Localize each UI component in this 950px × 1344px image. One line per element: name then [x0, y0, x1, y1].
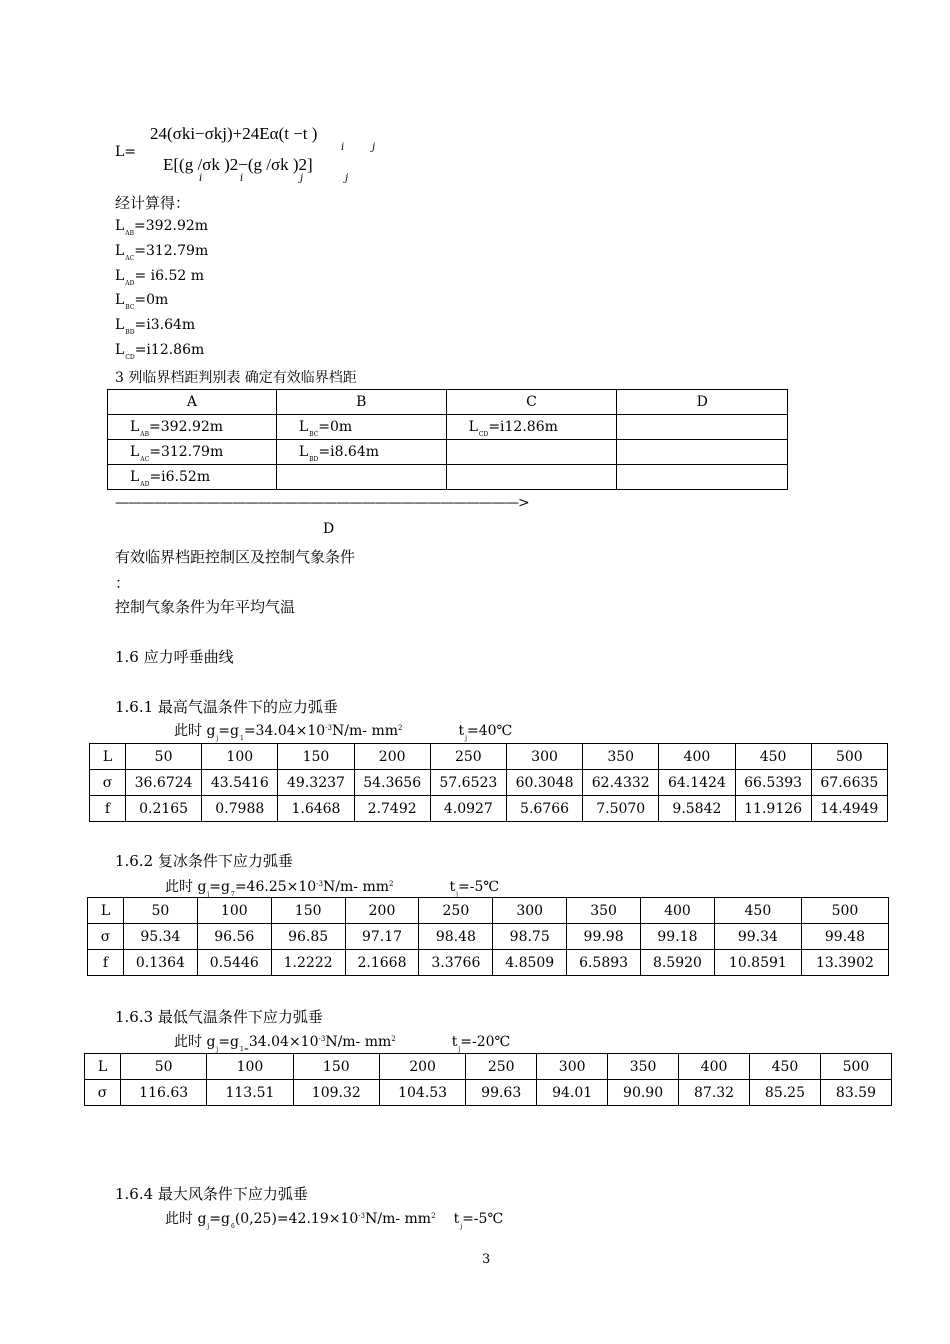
s161-row-f — [90, 796, 888, 822]
s162-cell: 96.85 — [271, 924, 345, 950]
critical-cell-lab-subscript: AB — [140, 431, 150, 438]
s164-title: 1.6.4 最大风条件下应力弧垂 — [115, 1185, 308, 1203]
calc-result-bd — [115, 317, 196, 337]
critical-cell-lbd — [298, 444, 380, 463]
s161-row-L — [90, 744, 888, 770]
critical-cell — [108, 465, 277, 490]
critical-cell — [617, 440, 788, 465]
s161-cell: 450 — [735, 744, 811, 770]
formula-den-sub-i-1: i — [199, 173, 203, 184]
calc-result-ad-letter: L — [115, 267, 125, 284]
s163-row-L — [85, 1054, 892, 1080]
calc-result-ad-value: = i6.52 m — [134, 267, 205, 284]
s161-title: 1.6.1 最高气温条件下的应力弧垂 — [115, 698, 338, 716]
s163-cond-exp: -3 — [318, 1035, 326, 1043]
s162-cell: 99.98 — [567, 924, 641, 950]
s161-cell: 5.6766 — [506, 796, 582, 822]
s162-cell: 0.5446 — [197, 950, 271, 976]
s162-cond-sub-g: 7 — [231, 891, 235, 898]
s163-cell: 450 — [750, 1054, 821, 1080]
calc-result-ab-value: =392.92m — [134, 218, 209, 234]
s161-cell: 2.7492 — [354, 796, 430, 822]
s161-cond-value: =34.04×10 — [243, 723, 326, 739]
critical-table-caption: 3 列临界档距判别表 确定有效临界档距 — [115, 370, 357, 386]
s164-cond-exp: -3 — [358, 1212, 366, 1220]
s163-cell: 500 — [820, 1054, 891, 1080]
s162-cell: 99.18 — [641, 924, 715, 950]
critical-cell — [446, 415, 617, 440]
formula-den-sub-j-1: j — [300, 173, 304, 184]
s162-cond-unit: N/m- mm — [323, 879, 389, 895]
s163-cell: 85.25 — [750, 1080, 821, 1106]
critical-cell-lcd-value: =i12.86m — [488, 419, 558, 435]
critical-cell — [108, 415, 277, 440]
critical-cell-lad — [130, 469, 211, 488]
calc-result-bd-value: =i3.64m — [134, 317, 196, 334]
s163-cell: 99.63 — [466, 1080, 537, 1106]
s161-cond-exp2: 2 — [398, 724, 403, 732]
s161-row-label: L — [90, 744, 126, 770]
formula-lhs: L= — [115, 144, 137, 160]
calc-result-ab-subscript: AB — [125, 230, 135, 237]
formula-denominator — [163, 155, 313, 175]
s162-cond-sub-j: j — [207, 891, 210, 898]
critical-cell — [617, 415, 788, 440]
s162-cond-t-value: =-5℃ — [457, 879, 500, 895]
s162-cond-eq: =g — [209, 879, 230, 895]
s161-cell: 62.4332 — [583, 770, 659, 796]
s163-cell: 116.63 — [121, 1080, 207, 1106]
s162-cell: 200 — [345, 898, 419, 924]
s162-cell: 0.1364 — [124, 950, 198, 976]
critical-header-d: D — [617, 390, 788, 415]
s161-cell: 300 — [506, 744, 582, 770]
critical-cell-lad-value: =i6.52m — [149, 469, 211, 485]
s161-cell: 7.5070 — [583, 796, 659, 822]
s162-row-label: f — [88, 950, 124, 976]
s163-cell: 113.51 — [207, 1080, 293, 1106]
s163-cell: 350 — [608, 1054, 679, 1080]
s164-cond-t: t — [453, 1211, 460, 1227]
calc-result-cd-letter: L — [115, 342, 125, 358]
s163-row-σ — [85, 1080, 892, 1106]
s163-cond-sub-j: j — [216, 1046, 219, 1053]
s162-cond-prefix: 此时 g — [165, 879, 207, 895]
s162-cell: 100 — [197, 898, 271, 924]
s162-cell: 6.5893 — [567, 950, 641, 976]
s162-cell: 99.48 — [801, 924, 888, 950]
critical-row — [108, 465, 788, 490]
s163-cell: 150 — [293, 1054, 379, 1080]
calc-result-ab-letter: L — [115, 218, 125, 234]
section-16-heading: 1.6 应力呼垂曲线 — [115, 648, 234, 666]
s164-condition — [165, 1208, 503, 1228]
s162-cell: 97.17 — [345, 924, 419, 950]
s163-cell: 100 — [207, 1054, 293, 1080]
critical-cell-lbc — [298, 419, 353, 438]
s164-cond-prefix: 此时 g — [165, 1211, 207, 1227]
critical-cell-lbd-subscript: BD — [309, 456, 319, 463]
s162-cond-t: t — [449, 879, 456, 895]
s162-cond-value: =46.25×10 — [234, 879, 317, 895]
s162-cell: 2.1668 — [345, 950, 419, 976]
s162-cell: 250 — [419, 898, 493, 924]
s163-cond-t: t — [451, 1034, 458, 1050]
s162-cell: 3.3766 — [419, 950, 493, 976]
critical-cell-lab-value: =392.92m — [149, 419, 224, 435]
s161-row-label: σ — [90, 770, 126, 796]
critical-header-b: B — [276, 390, 446, 415]
s162-row-f — [88, 950, 889, 976]
s164-cond-unit: N/m- mm — [365, 1211, 432, 1227]
s163-cond-unit: N/m- mm — [325, 1034, 392, 1050]
critical-cell — [446, 465, 617, 490]
s162-cell: 10.8591 — [714, 950, 801, 976]
arrow-label: D — [323, 521, 335, 537]
critical-row — [108, 415, 788, 440]
s163-cell: 90.90 — [608, 1080, 679, 1106]
s162-cell: 1.2222 — [271, 950, 345, 976]
critical-span-table — [107, 389, 788, 490]
s161-cell: 0.7988 — [202, 796, 278, 822]
s163-cond-exp2: 2 — [391, 1035, 396, 1043]
s161-cond-sub-g: 1 — [240, 735, 244, 742]
calc-result-ac — [115, 242, 209, 262]
s162-row-σ — [88, 924, 889, 950]
s162-cell: 8.5920 — [641, 950, 715, 976]
s162-row-L — [88, 898, 889, 924]
s163-cond-value: 34.04×10 — [248, 1034, 319, 1050]
s164-cond-exp2: 2 — [431, 1212, 436, 1220]
critical-cell-lac-subscript: AC — [140, 456, 150, 463]
s161-cell: 100 — [202, 744, 278, 770]
critical-cell-lab-letter: L — [130, 419, 140, 435]
formula-num-sub-i: i — [341, 142, 345, 153]
s163-title: 1.6.3 最低气温条件下应力弧垂 — [115, 1008, 323, 1026]
calc-result-ac-subscript: AC — [125, 254, 135, 262]
s162-cell: 400 — [641, 898, 715, 924]
critical-cell-lac-letter: L — [130, 444, 140, 460]
calc-result-bc-letter: L — [115, 292, 125, 309]
s163-cell: 87.32 — [679, 1080, 750, 1106]
critical-cell-lab — [130, 419, 224, 438]
s161-cell: 49.3237 — [278, 770, 354, 796]
s162-cell: 96.56 — [197, 924, 271, 950]
s161-cell: 0.2165 — [126, 796, 202, 822]
s163-cell: 200 — [379, 1054, 465, 1080]
formula-num-sub-j: j — [372, 142, 376, 153]
s162-cell: 98.75 — [493, 924, 567, 950]
critical-cell-lad-subscript: AD — [140, 481, 150, 488]
s164-cond-sub-j: j — [207, 1223, 210, 1230]
s161-cell: 60.3048 — [506, 770, 582, 796]
calc-result-cd-subscript: CD — [125, 354, 135, 361]
s161-cell: 350 — [583, 744, 659, 770]
s163-cell: 400 — [679, 1054, 750, 1080]
critical-cell-lac-value: =312.79m — [149, 444, 224, 460]
calc-result-bc — [115, 292, 169, 312]
s161-cond-t: t — [458, 723, 465, 739]
s162-table — [87, 897, 889, 976]
s161-cell: 250 — [430, 744, 506, 770]
s161-cell: 43.5416 — [202, 770, 278, 796]
s161-cell: 14.4949 — [811, 796, 887, 822]
calc-result-cd-value: =i12.86m — [134, 342, 205, 358]
s162-cell: 13.3902 — [801, 950, 888, 976]
calc-result-ac-value: =312.79m — [134, 242, 209, 259]
page-number: 3 — [482, 1252, 491, 1267]
s163-cond-eq: =g — [218, 1034, 239, 1050]
s161-cell: 36.6724 — [126, 770, 202, 796]
s163-cell: 300 — [537, 1054, 608, 1080]
s163-cond-t-sub: j — [458, 1046, 461, 1053]
critical-cell-lcd — [468, 419, 558, 438]
s161-cond-exp: -3 — [325, 724, 333, 732]
arrow-line: ———————————————————————————————> — [115, 495, 529, 511]
s163-cell: 109.32 — [293, 1080, 379, 1106]
s161-cell: 400 — [659, 744, 735, 770]
s161-cond-eq: =g — [218, 723, 239, 739]
critical-cell — [617, 465, 788, 490]
s163-condition — [174, 1031, 510, 1051]
s162-row-label: L — [88, 898, 124, 924]
s163-cell: 104.53 — [379, 1080, 465, 1106]
s161-cond-t-value: =40℃ — [466, 723, 513, 739]
s162-title: 1.6.2 复冰条件下应力弧垂 — [115, 852, 293, 870]
s161-cell: 11.9126 — [735, 796, 811, 822]
critical-cell-lbc-subscript: BC — [309, 431, 319, 438]
calc-result-ad-subscript: AD — [125, 279, 135, 287]
s163-row-label: σ — [85, 1080, 121, 1106]
critical-cell-lbd-value: =i8.64m — [318, 444, 380, 460]
control-text-2: 控制气象条件为年平均气温 — [115, 598, 296, 616]
s161-cond-prefix: 此时 g — [174, 723, 216, 739]
s163-cell: 94.01 — [537, 1080, 608, 1106]
formula-denominator-text: E[(g /σk )2−(g /σk )2] — [163, 155, 313, 174]
s161-cell: 4.0927 — [430, 796, 506, 822]
s164-cond-eq: =g — [209, 1211, 230, 1227]
s161-cell: 57.6523 — [430, 770, 506, 796]
s161-condition — [174, 720, 512, 740]
s162-condition — [165, 876, 499, 896]
s161-cell: 54.3656 — [354, 770, 430, 796]
s162-cond-exp: -3 — [316, 880, 324, 888]
s162-cell: 95.34 — [124, 924, 198, 950]
critical-cell-lbc-value: =0m — [318, 419, 353, 435]
s161-cell: 66.5393 — [735, 770, 811, 796]
s162-cell: 500 — [801, 898, 888, 924]
s161-row-σ — [90, 770, 888, 796]
calc-result-bc-value: =0m — [134, 292, 169, 309]
s162-cell: 4.8509 — [493, 950, 567, 976]
s162-cell: 450 — [714, 898, 801, 924]
s161-cond-sub-j: j — [216, 735, 219, 742]
formula-numerator-text: 24(σki−σkj)+24Eα(t −t ) — [150, 124, 318, 143]
s162-row-label: σ — [88, 924, 124, 950]
s161-cell: 67.6635 — [811, 770, 887, 796]
critical-cell — [276, 415, 446, 440]
s161-cell: 150 — [278, 744, 354, 770]
s163-cell: 250 — [466, 1054, 537, 1080]
critical-cell-lac — [130, 444, 224, 463]
calc-result-cd — [115, 342, 205, 361]
formula-den-sub-j-2: j — [345, 173, 349, 184]
s163-row-label: L — [85, 1054, 121, 1080]
calc-result-bc-subscript: BC — [125, 304, 135, 312]
s163-cond-prefix: 此时 g — [174, 1034, 216, 1050]
s163-cond-sub-g: 1= — [240, 1046, 249, 1053]
critical-row — [108, 440, 788, 465]
s163-cell: 83.59 — [820, 1080, 891, 1106]
s162-cell: 150 — [271, 898, 345, 924]
s161-cell: 64.1424 — [659, 770, 735, 796]
formula-den-sub-i-2: i — [240, 173, 244, 184]
s161-cell: 50 — [126, 744, 202, 770]
s162-cell: 99.34 — [714, 924, 801, 950]
s162-cell: 98.48 — [419, 924, 493, 950]
calc-result-ac-letter: L — [115, 242, 125, 259]
s162-cell: 50 — [124, 898, 198, 924]
s163-cond-t-value: =-20℃ — [460, 1034, 511, 1050]
s161-cell: 1.6468 — [278, 796, 354, 822]
s162-cell: 300 — [493, 898, 567, 924]
calc-result-bd-letter: L — [115, 317, 125, 334]
s162-cell: 350 — [567, 898, 641, 924]
critical-cell — [276, 440, 446, 465]
critical-cell-lcd-subscript: CD — [478, 431, 489, 438]
critical-cell — [446, 440, 617, 465]
s161-cond-t-sub: j — [465, 735, 467, 742]
critical-cell-lad-letter: L — [130, 469, 140, 485]
s163-table — [84, 1053, 892, 1106]
formula-numerator — [150, 124, 317, 144]
critical-cell-lbd-letter: L — [298, 444, 309, 460]
calc-result-bd-subscript: BD — [125, 329, 135, 337]
calc-result-ab — [115, 218, 209, 237]
s161-row-label: f — [90, 796, 126, 822]
critical-cell-lcd-letter: L — [468, 419, 478, 435]
control-text-1: 有效临界档距控制区及控制气象条件 — [115, 548, 356, 566]
s163-cell: 50 — [121, 1054, 207, 1080]
s162-cond-t-sub: j — [456, 891, 458, 898]
s161-cond-unit: N/m- mm — [332, 723, 398, 739]
critical-header-a: A — [108, 390, 277, 415]
critical-header-c: C — [446, 390, 617, 415]
calc-heading: 经计算得： — [115, 194, 191, 212]
critical-cell — [108, 440, 277, 465]
critical-cell — [276, 465, 446, 490]
s164-cond-t-value: =-5℃ — [462, 1211, 504, 1227]
control-colon: ： — [115, 574, 131, 592]
s164-cond-value: (0,25)=42.19×10 — [234, 1211, 359, 1227]
calc-result-ad — [115, 267, 205, 287]
critical-cell-lbc-letter: L — [298, 419, 309, 435]
s164-cond-sub-g: 6 — [231, 1223, 235, 1230]
s161-cell: 200 — [354, 744, 430, 770]
s161-cell: 500 — [811, 744, 887, 770]
s161-cell: 9.5842 — [659, 796, 735, 822]
s164-cond-t-sub: j — [460, 1223, 463, 1230]
s162-cond-exp2: 2 — [389, 880, 394, 888]
s161-table — [89, 743, 888, 822]
